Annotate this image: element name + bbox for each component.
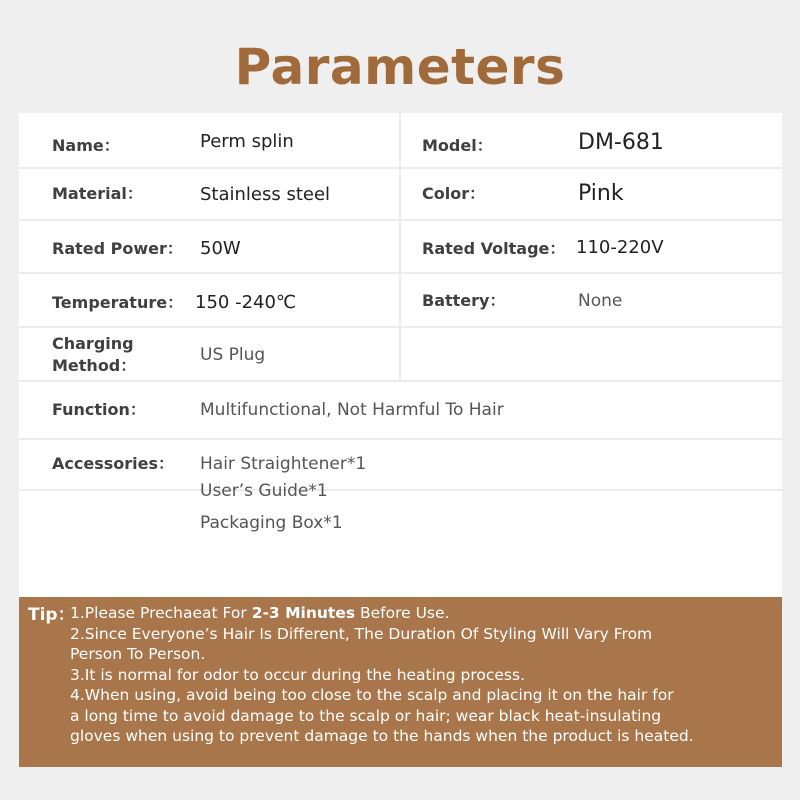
tip-text [70,603,775,747]
accessory-item: Hair Straightener*1 [200,454,367,474]
tip-line-1-end: Before Use. [355,604,450,622]
column-divider [399,113,401,380]
accessories-label: Accessories： [52,454,174,473]
rated-power-label: Rated Power： [52,239,183,258]
tip-line-4-cont: a long time to avoid damage to the scalp or hair; wear black heat-insulating [70,706,662,725]
battery-label: Battery： [422,291,506,310]
model-label: Model： [422,136,493,155]
temperature-label: Temperature： [52,293,184,312]
page-title: Parameters [234,38,566,96]
tip-panel [19,597,782,767]
rated-voltage-label: Rated Voltage： [422,239,566,258]
rated-power-value: 50W [200,238,241,259]
battery-value: None [578,291,623,311]
tip-line-1 [70,603,775,624]
tip-line-2-cont: Person To Person. [70,645,206,663]
charging-method-label-line1: Charging [52,334,134,353]
tip-line-4-end: gloves when using to prevent damage to the hands when the product is heated. [70,727,694,745]
row-divider [19,489,782,491]
tip-line-4: 4.When using, avoid being too close to the scalp and placing it on the hair for [70,686,674,704]
model-value: DM-681 [578,130,664,155]
rated-voltage-value: 110-220V [576,237,664,258]
temperature-value: 150 -240℃ [195,292,297,313]
function-value: Multifunctional, Not Harmful To Hair [200,400,504,420]
tip-line-1-bold: 2-3 Minutes [251,604,356,622]
accessory-item: User’s Guide*1 [200,481,328,501]
name-label: Name： [52,136,120,155]
function-label: Function： [52,400,146,419]
material-value: Stainless steel [200,184,331,205]
tip-line-1-text: 1.Please Prechaeat For [70,604,252,622]
tip-line-2: 2.Since Everyone’s Hair Is Different, The Duration Of Styling Will Vary From [70,624,653,643]
charging-method-value: US Plug [200,345,266,365]
parameters-table [19,113,782,597]
name-value: Perm splin [200,131,294,152]
row-divider [19,380,782,382]
tip-line-3: 3.It is normal for odor to occur during the heating process. [70,665,526,684]
material-label: Material： [52,184,143,203]
color-value: Pink [578,181,624,206]
row-divider [19,438,782,440]
tip-label: Tip： [28,605,75,625]
color-label: Color： [422,184,486,203]
accessory-item: Packaging Box*1 [200,513,343,533]
charging-method-label-line2: Method： [52,356,137,375]
